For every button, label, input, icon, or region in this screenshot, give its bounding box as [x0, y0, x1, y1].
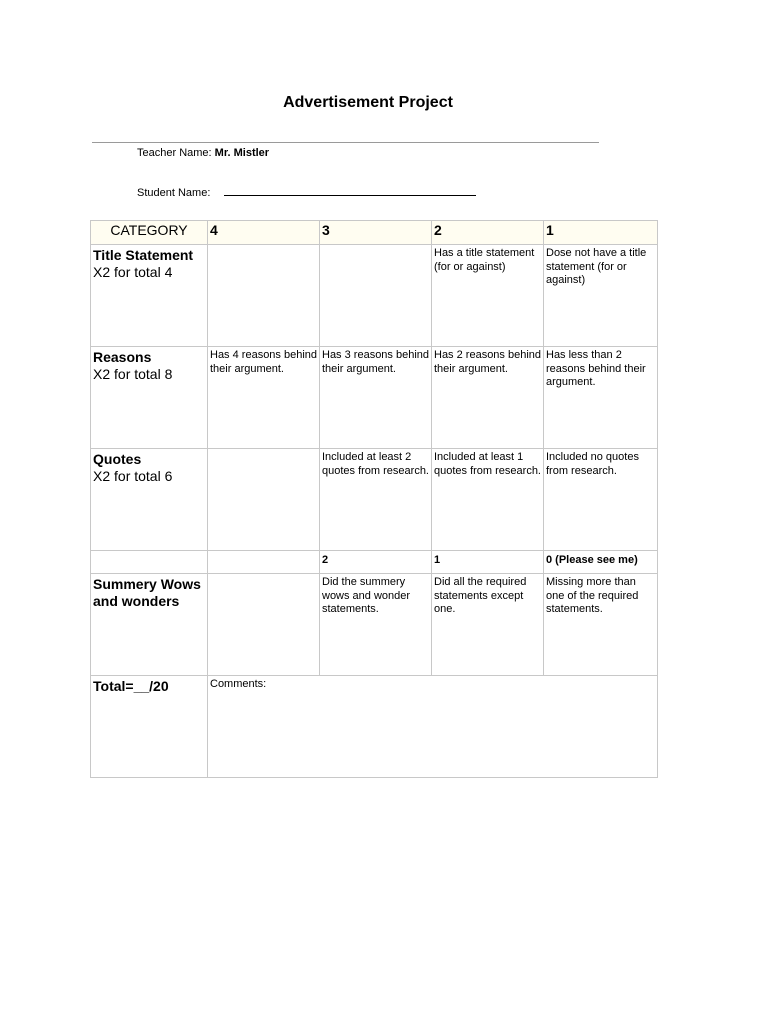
student-name-label: Student Name:	[137, 187, 211, 199]
subheader-score-1: 1	[432, 551, 544, 574]
subheader-cell	[91, 551, 208, 574]
rubric-cell: Has 3 reasons behind their argument.	[320, 347, 432, 449]
teacher-name-value: Mr. Mistler	[214, 147, 270, 159]
rubric-cell: Missing more than one of the required statements.	[544, 574, 658, 676]
rubric-cell	[208, 574, 320, 676]
teacher-name-label: Teacher Name:	[137, 147, 212, 159]
rubric-cell: Included no quotes from research.	[544, 449, 658, 551]
rubric-cell	[320, 245, 432, 347]
horizontal-rule	[92, 142, 599, 143]
table-row	[91, 245, 658, 347]
header-score-2: 2	[432, 221, 544, 245]
rubric-cell: Has less than 2 reasons behind their argument.	[544, 347, 658, 449]
subheader-score-2: 2	[320, 551, 432, 574]
rubric-cell: Has 4 reasons behind their argument.	[208, 347, 320, 449]
category-cell	[91, 245, 208, 347]
subheader-score-0: 0 (Please see me)	[544, 551, 658, 574]
header-score-3: 3	[320, 221, 432, 245]
rubric-cell: Did all the required statements except one.	[432, 574, 544, 676]
subheader-row	[91, 551, 658, 574]
student-name-blank[interactable]	[224, 186, 476, 196]
category-multiplier: X2 for total 4	[93, 264, 173, 280]
category-multiplier: X2 for total 6	[93, 468, 173, 484]
rubric-cell: Did the summery wows and wonder statements.	[320, 574, 432, 676]
rubric-cell	[208, 245, 320, 347]
category-multiplier: X2 for total 8	[93, 366, 173, 382]
rubric-header-row	[91, 221, 658, 245]
header-score-4: 4	[208, 221, 320, 245]
rubric-cell: Has 2 reasons behind their argument.	[432, 347, 544, 449]
rubric-cell: Dose not have a title statement (for or against)	[544, 245, 658, 347]
total-cell	[91, 676, 208, 778]
teacher-name-line	[137, 147, 269, 159]
page-title: Advertisement Project	[283, 94, 453, 111]
total-row	[91, 676, 658, 778]
category-cell	[91, 347, 208, 449]
subheader-cell	[208, 551, 320, 574]
category-name: Summery Wows and wonders	[93, 576, 201, 609]
category-name: Quotes	[93, 451, 142, 467]
student-name-line	[137, 186, 476, 199]
rubric-cell: Included at least 1 quotes from research.	[432, 449, 544, 551]
header-score-1: 1	[544, 221, 658, 245]
header-category: CATEGORY	[91, 221, 208, 245]
category-name: Title Statement	[93, 247, 194, 263]
category-cell	[91, 574, 208, 676]
rubric-cell: Has a title statement (for or against)	[432, 245, 544, 347]
rubric-cell: Included at least 2 quotes from research.	[320, 449, 432, 551]
table-row	[91, 449, 658, 551]
rubric-cell	[208, 449, 320, 551]
comments-cell[interactable]	[208, 676, 658, 778]
category-name: Reasons	[93, 349, 152, 365]
table-row	[91, 347, 658, 449]
rubric-table	[90, 220, 658, 778]
category-cell	[91, 449, 208, 551]
total-label: Total=__/20	[93, 678, 169, 694]
table-row	[91, 574, 658, 676]
comments-label: Comments:	[210, 678, 267, 690]
